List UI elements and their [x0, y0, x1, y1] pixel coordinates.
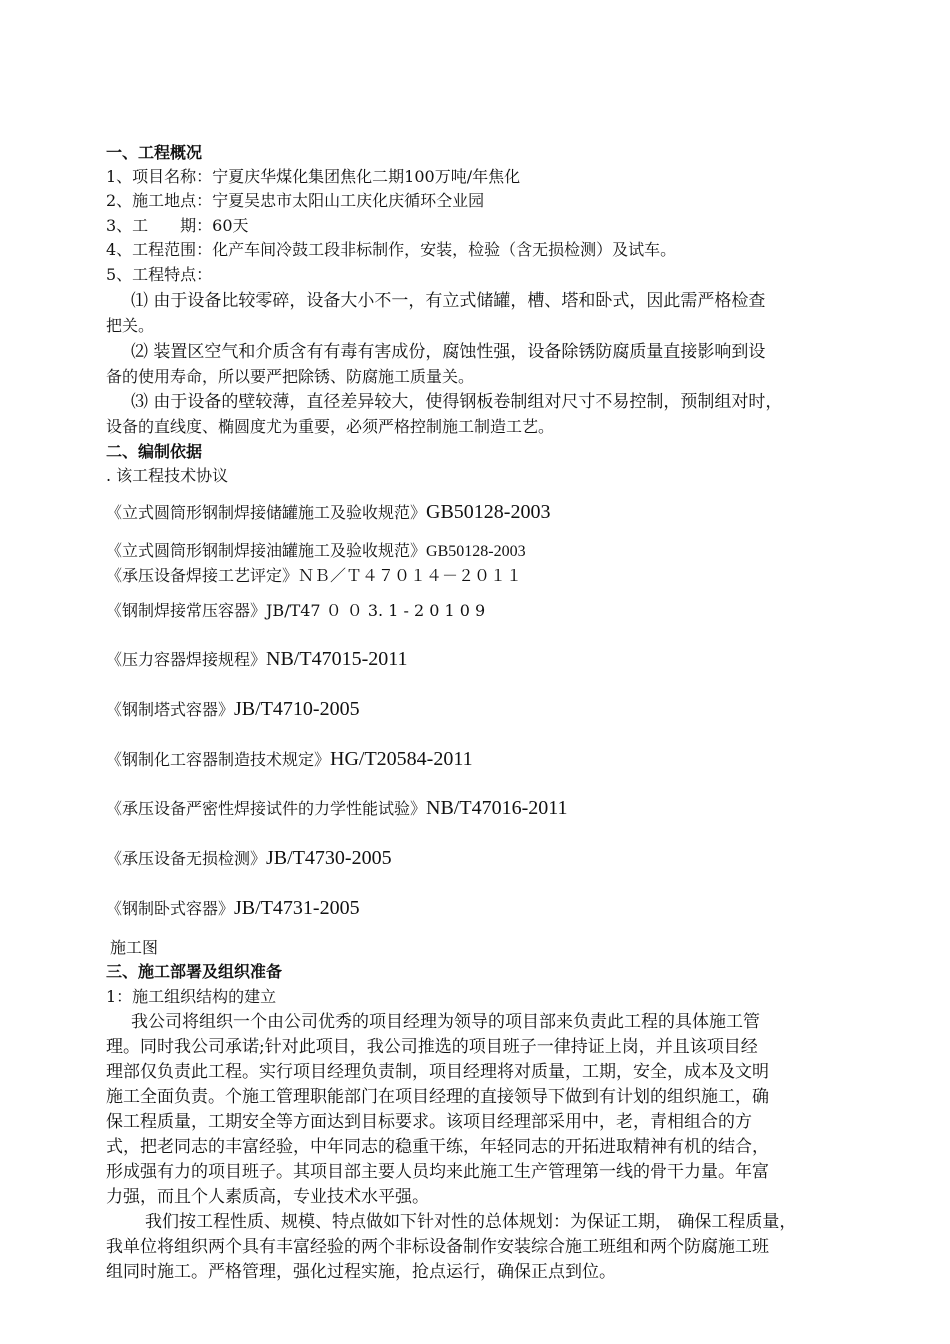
standard-item	[106, 600, 485, 622]
standard-code: GB50128-2003	[426, 501, 551, 523]
basis-intro: . 该工程技术协议	[106, 466, 229, 485]
standard-item	[106, 897, 360, 920]
paragraph-line: 理。同时我公司承诺;针对此项目，我公司推选的项目班子一律持证上岗，并且该项目经	[106, 1037, 758, 1057]
paragraph-line: 施工全面负责。个施工管理职能部门在项目经理的直接领导下做到有计划的组织施工，确	[106, 1087, 769, 1107]
paragraph-line: 理部仅负责此工程。实行项目经理负责制，项目经理将对质量，工期，安全，成本及文明	[106, 1062, 769, 1082]
standard-code: JB/T47 ０ ０ 3. 1 - 2 0 1 0 9	[266, 601, 486, 620]
standard-code: JB/T4730-2005	[266, 847, 392, 869]
feature-2-line-2: 备的使用寿命，所以要严把除锈、防腐施工质量关。	[106, 367, 475, 386]
standard-item	[106, 540, 526, 563]
subheading-org-structure: 1：施工组织结构的建立	[106, 987, 277, 1006]
section-heading-basis: 二、编制依据	[106, 442, 203, 461]
standard-name: 《钢制塔式容器》	[106, 700, 235, 719]
standard-name: 《钢制焊接常压容器》	[106, 601, 267, 620]
standard-name: 《承压设备无损检测》	[106, 849, 267, 868]
paragraph-line: 我公司将组织一个由公司优秀的项目经理为领导的项目部来负责此工程的具体施工管	[131, 1012, 760, 1032]
feature-1-line-2: 把关。	[106, 316, 155, 335]
feature-2-line-1: ⑵ 装置区空气和介质含有有毒有害成份，腐蚀性强，设备除锈防腐质量直接影响到设	[131, 342, 766, 362]
standard-name: 《钢制化工容器制造技术规定》	[106, 750, 331, 769]
standard-name: 《立式圆筒形钢制焊接储罐施工及验收规范》	[106, 503, 427, 522]
standard-name: 《承压设备严密性焊接试件的力学性能试验》	[106, 799, 427, 818]
standard-code: JB/T4731-2005	[234, 897, 360, 919]
standard-item	[106, 698, 360, 721]
overview-scope: 4、工程范围：化产车间冷鼓工段非标制作，安装，检验（含无损检测）及试车。	[106, 240, 677, 259]
paragraph-line: 形成强有力的项目班子。其项目部主要人员均来此施工生产管理第一线的骨干力量。年富	[106, 1162, 769, 1182]
standard-item	[106, 748, 473, 771]
section-heading-deployment: 三、施工部署及组织准备	[106, 962, 283, 981]
standard-item	[106, 847, 392, 870]
paragraph-line: 组同时施工。严格管理，强化过程实施，抢点运行，确保正点到位。	[106, 1262, 616, 1282]
standard-item	[106, 501, 550, 524]
paragraph-line: 式，把老同志的丰富经验，中年同志的稳重干练，年轻同志的开拓进取精神有机的结合，	[106, 1137, 769, 1157]
standard-item	[106, 565, 522, 587]
overview-duration: 3、工 期：60天	[106, 216, 249, 235]
paragraph-line: 我们按工程性质、规模、特点做如下针对性的总体规划：为保证工期， 确保工程质量，	[145, 1212, 797, 1232]
paragraph-line: 保工程质量，工期安全等方面达到目标要求。该项目经理部采用中，老，青相组合的方	[106, 1112, 752, 1132]
feature-3-line-2: 设备的直线度、椭圆度尤为重要，必须严格控制施工制造工艺。	[106, 417, 555, 436]
overview-project-name: 1、项目名称：宁夏庆华煤化集团焦化二期100万吨/年焦化	[106, 167, 521, 186]
overview-location: 2、施工地点：宁夏吴忠市太阳山工庆化庆循环仝业园	[106, 191, 485, 210]
standard-code: HG/T20584-2011	[330, 748, 473, 770]
standard-name: 《立式圆筒形钢制焊接油罐施工及验收规范》	[106, 541, 427, 560]
standard-name: 《承压设备焊接工艺评定》	[106, 566, 299, 585]
feature-1-line-1: ⑴ 由于设备比较零碎，设备大小不一，有立式储罐，槽、塔和卧式，因此需严格检查	[131, 291, 766, 311]
standard-code: JB/T4710-2005	[234, 698, 360, 720]
construction-drawings: 施工图	[110, 938, 159, 957]
feature-3-line-1: ⑶ 由于设备的壁较薄，直径差异较大，使得钢板卷制组对尺寸不易控制，预制组对时，	[131, 392, 783, 412]
overview-features-label: 5、工程特点：	[106, 265, 213, 284]
standard-code: GB50128-2003	[426, 543, 526, 560]
standard-item	[106, 648, 408, 671]
paragraph-line: 力强，而且个人素质高，专业技术水平强。	[106, 1187, 429, 1207]
standard-item	[106, 797, 568, 820]
standard-code: NB/T47015-2011	[266, 648, 408, 670]
standard-code: ＮＢ／Ｔ４７０１４－２０１１	[298, 566, 523, 585]
paragraph-line: 我单位将组织两个具有丰富经验的两个非标设备制作安装综合施工班组和两个防腐施工班	[106, 1237, 769, 1257]
standard-name: 《压力容器焊接规程》	[106, 650, 267, 669]
standard-code: NB/T47016-2011	[426, 797, 568, 819]
section-heading-overview: 一、工程概况	[106, 143, 203, 162]
standard-name: 《钢制卧式容器》	[106, 899, 235, 918]
